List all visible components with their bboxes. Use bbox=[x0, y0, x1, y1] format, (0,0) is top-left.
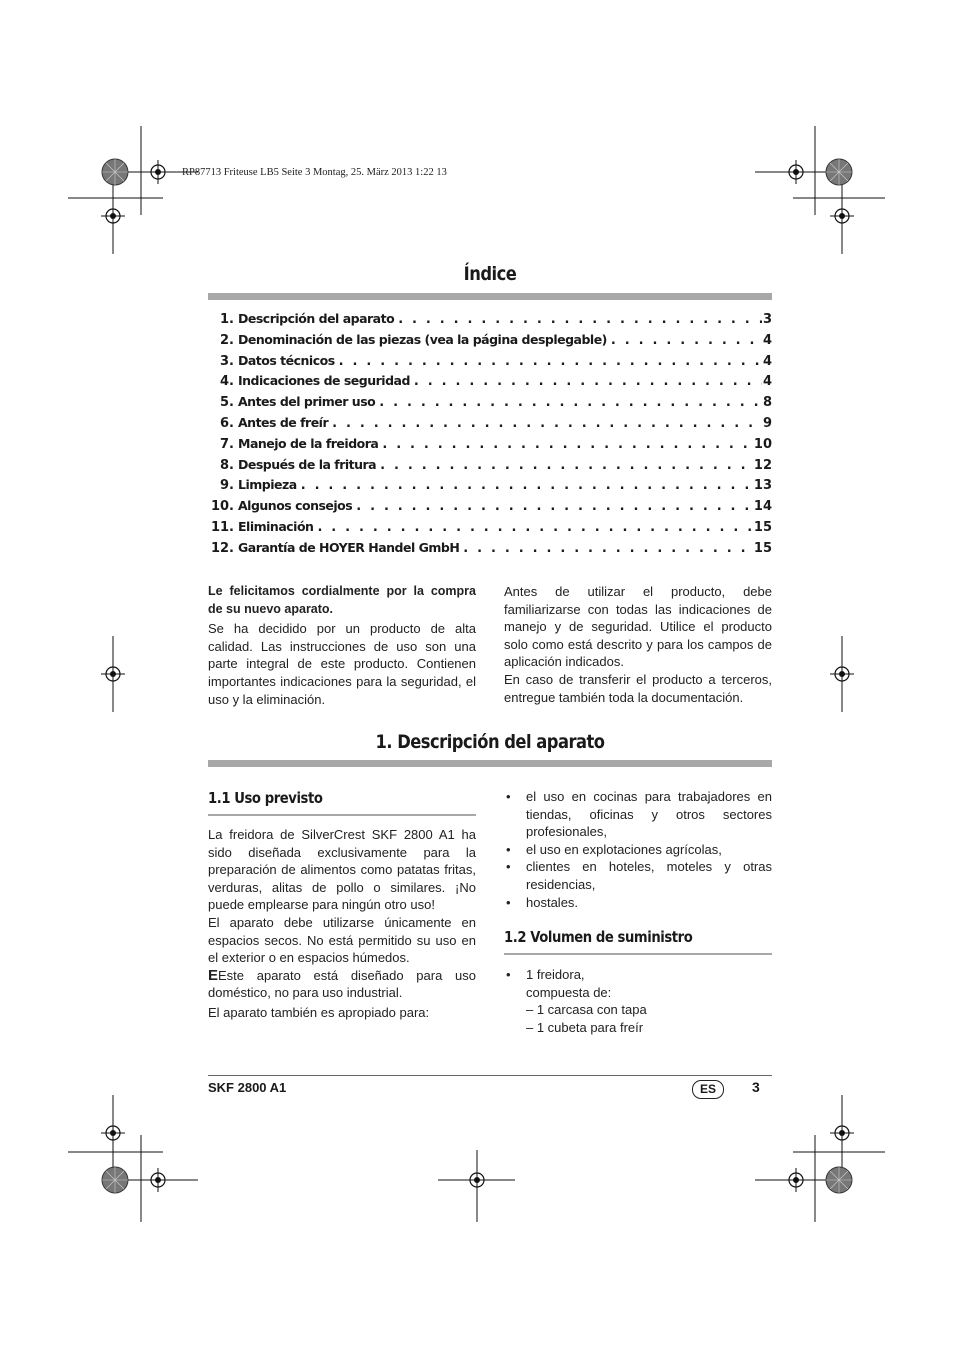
supply-part: – 1 carcasa con tapa bbox=[526, 1002, 647, 1018]
supply-part: – 1 cubeta para freír bbox=[526, 1019, 644, 1035]
table-of-contents bbox=[208, 311, 772, 561]
toc-entry bbox=[208, 394, 772, 415]
index-title: Índice bbox=[463, 263, 517, 285]
toc-entry-title: Antes del primer uso bbox=[238, 394, 376, 410]
toc-entry-page: 12 bbox=[753, 457, 772, 473]
toc-entry-title: Datos técnicos bbox=[238, 352, 335, 368]
intro-paragraph-right-2: En caso de transferir el producto a terceros, entregue también toda la documentación. bbox=[504, 671, 772, 705]
toc-leader-dots bbox=[410, 374, 762, 389]
toc-entry-title: Limpieza bbox=[238, 477, 297, 493]
uso-paragraph-4: El aparato también es apropiado para: bbox=[208, 1004, 430, 1020]
toc-leader-dots bbox=[328, 416, 762, 431]
toc-entry bbox=[208, 519, 772, 540]
toc-entry-page: 4 bbox=[762, 374, 772, 390]
supply-item-sub: compuesta de: bbox=[526, 984, 612, 1000]
toc-entry-number: 8. bbox=[220, 457, 234, 473]
toc-leader-dots bbox=[459, 541, 754, 556]
volumen-list bbox=[504, 966, 772, 1036]
footer-rule bbox=[208, 1075, 772, 1076]
toc-entry-page: 10 bbox=[753, 436, 772, 452]
drop-initial: E bbox=[208, 966, 219, 984]
toc-entry-number: 2. bbox=[220, 332, 234, 348]
toc-entry-title: Descripción del aparato bbox=[238, 311, 395, 326]
toc-leader-dots bbox=[375, 395, 762, 410]
intro-paragraph: Se ha decidido por un producto de alta calidad. Las instrucciones de uso son una parte integral de este producto. Contienen importantes indicaciones para la seguridad, el uso y la eliminación. bbox=[208, 621, 476, 707]
subsection-rule-2 bbox=[504, 953, 772, 955]
list-item: • el uso en cocinas para trabajadores en tiendas, oficinas y otros sectores profesionales, bbox=[504, 788, 772, 841]
toc-entry bbox=[208, 436, 772, 457]
toc-entry-number: 9. bbox=[220, 478, 234, 494]
toc-entry bbox=[208, 373, 772, 394]
toc-entry-number: 11. bbox=[210, 519, 234, 535]
toc-entry-title: Garantía de HOYER Handel GmbH bbox=[238, 539, 460, 555]
footer-model: SKF 2800 A1 bbox=[208, 1080, 287, 1095]
toc-entry-title: Antes de freír bbox=[238, 414, 329, 430]
toc-entry-title: Indicaciones de seguridad bbox=[238, 373, 410, 389]
toc-leader-dots bbox=[394, 312, 762, 327]
toc-entry-page: 13 bbox=[753, 478, 772, 494]
toc-entry-number: 4. bbox=[220, 374, 234, 390]
uso-paragraph-3-text: Este aparato está diseñado para uso doméstico, no para uso industrial. bbox=[208, 967, 476, 1001]
toc-leader-dots bbox=[378, 437, 754, 452]
list-item: • el uso en explotaciones agrícolas, bbox=[504, 841, 772, 859]
toc-entry bbox=[208, 457, 772, 478]
uso-previsto-text bbox=[208, 826, 476, 1022]
toc-entry bbox=[208, 477, 772, 498]
toc-entry-page: 8 bbox=[762, 395, 772, 411]
toc-entry bbox=[208, 415, 772, 436]
toc-entry-number: 6. bbox=[220, 415, 234, 431]
toc-entry-page: 3 bbox=[762, 312, 772, 327]
toc-entry-page: 9 bbox=[762, 415, 772, 431]
uso-paragraph-3 bbox=[208, 967, 476, 1002]
toc-entry-number: 5. bbox=[220, 395, 234, 411]
toc-entry bbox=[208, 540, 772, 561]
toc-entry bbox=[208, 353, 772, 374]
toc-entry-page: 14 bbox=[753, 499, 772, 515]
subsection-rule bbox=[208, 814, 476, 816]
toc-entry-title: Eliminación bbox=[238, 518, 314, 534]
toc-entry bbox=[208, 498, 772, 519]
subsection-title-volumen: 1.2 Volumen de suministro bbox=[504, 928, 693, 946]
index-rule bbox=[208, 293, 772, 300]
subsection-title-uso-previsto: 1.1 Uso previsto bbox=[208, 789, 323, 807]
toc-entry-title: Después de la fritura bbox=[238, 456, 377, 472]
list-item bbox=[504, 966, 772, 1036]
uso-paragraph-2: El aparato debe utilizarse únicamente en espacios secos. No está permitido su uso en el exterior o en espacios húmedos. bbox=[208, 914, 476, 966]
toc-entry-page: 15 bbox=[753, 519, 772, 535]
intro-right bbox=[504, 583, 772, 706]
section-title: 1. Descripción del aparato bbox=[375, 731, 605, 753]
language-badge: ES bbox=[692, 1080, 724, 1099]
intro-paragraph-right-1: Antes de utilizar el producto, debe familiarizarse con todas las indicaciones de manejo y de seguridad. Utilice el producto solo como está descrito y para los campos de aplicación indicados. bbox=[504, 584, 772, 670]
print-header: RP87713 Friteuse LB5 Seite 3 Montag, 25. März 2013 1:22 13 bbox=[182, 167, 447, 178]
section-rule bbox=[208, 760, 772, 767]
toc-entry-page: 15 bbox=[753, 540, 772, 556]
list-item: • hostales. bbox=[504, 894, 772, 912]
toc-entry-number: 10. bbox=[210, 499, 234, 515]
toc-entry bbox=[208, 332, 772, 353]
page-number: 3 bbox=[752, 1079, 760, 1095]
toc-entry-page: 4 bbox=[762, 353, 772, 369]
usage-bullets bbox=[504, 788, 772, 911]
toc-leader-dots bbox=[297, 478, 754, 493]
supply-item: • 1 freidora, bbox=[526, 967, 585, 982]
toc-leader-dots bbox=[352, 499, 754, 514]
toc-leader-dots bbox=[607, 333, 762, 348]
toc-entry-number: 1. bbox=[220, 312, 234, 327]
toc-entry-number: 12. bbox=[210, 540, 234, 556]
toc-entry-title: Denominación de las piezas (vea la página desplegable) bbox=[238, 331, 607, 347]
toc-leader-dots bbox=[313, 520, 753, 535]
uso-paragraph-1: La freidora de SilverCrest SKF 2800 A1 ha sido diseñada exclusivamente para la preparación de alimentos como patatas fritas, verduras, alitas de pollo o similares. ¡No puede emplearse para ningún otro uso! bbox=[208, 827, 476, 913]
toc-entry-title: Manejo de la freidora bbox=[238, 435, 379, 451]
intro-left bbox=[208, 583, 476, 708]
toc-entry bbox=[208, 311, 772, 332]
toc-entry-number: 3. bbox=[220, 353, 234, 369]
toc-leader-dots bbox=[376, 458, 754, 473]
toc-entry-number: 7. bbox=[220, 436, 234, 452]
toc-entry-title: Algunos consejos bbox=[238, 498, 353, 514]
list-item: • clientes en hoteles, moteles y otras residencias, bbox=[504, 858, 772, 893]
intro-greeting: Le felicitamos cordialmente por la compra de su nuevo aparato. bbox=[208, 584, 476, 616]
toc-leader-dots bbox=[335, 354, 762, 369]
toc-entry-page: 4 bbox=[762, 332, 772, 348]
